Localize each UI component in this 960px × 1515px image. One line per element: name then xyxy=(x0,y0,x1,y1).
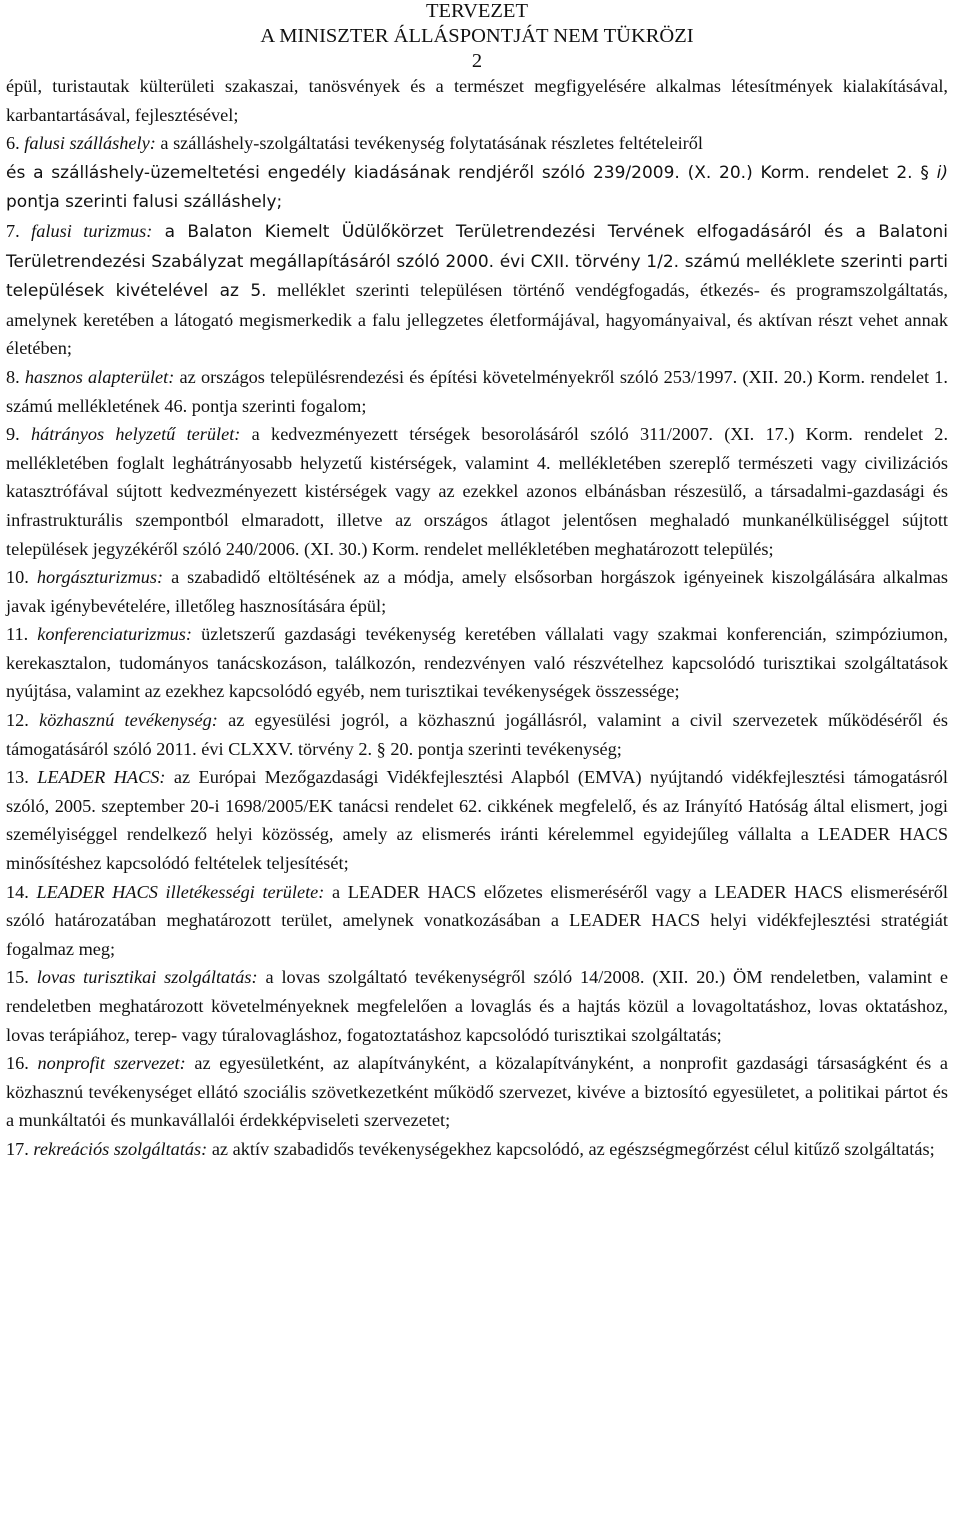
disclaimer-header: A MINISZTER ÁLLÁSPONTJÁT NEM TÜKRÖZI xyxy=(260,25,694,47)
paragraph-text: a lovas szolgáltató tevékenységről szóló 14/2008. (XII. 20.) ÖM rendeletben, valamint e rendeletben meghatározott követelményeknek megfelelően a lovaglás és a hajtás közül a lovagoltatáshoz, lovas oktatáshoz, lovas terápiához, terep- vagy túralovagláshoz, fogatoztatáshoz kapcsolódó turisztikai szolgáltatás; xyxy=(6,967,948,1045)
paragraph-text: a kedvezményezett térségek besorolásáról szóló 311/2007. (XI. 17.) Korm. rendelet 2. mellékletében foglalt leghátrányosabb helyzetű kistérségek, valamint 4. mellékletében szereplő természeti vagy civilizációs katasztrófával sújtott kedvezményezett kistérségek vagy az ezekkel azonos elbánásban részesülő, a társadalmi-gazdasági és infrastrukturális szempontból elmaradott, illetve az országos átlagot jelentősen meghaladó munkanélküliséggel sújtott települések jegyzékéről szóló 240/2006. (XI. 30.) Korm. rendelet mellékletében meghatározott település; xyxy=(6,424,949,559)
defined-term: rekreációs szolgáltatás: xyxy=(33,1138,208,1159)
paragraph-text: épül, turistautak külterületi szakaszai, tanösvények és a természet megfigyelésére alkalmas létesítmények kialakításával, karbantartásával, fejlesztésével; xyxy=(6,76,948,125)
paragraph-text: 8. xyxy=(6,366,25,387)
defined-term: konferenciaturizmus: xyxy=(37,624,192,645)
paragraph-text: és a szálláshely-üzemeltetési engedély kiadásának rendjéről szóló 239/2009. (X. 20.) Korm. rendelet 2. § xyxy=(6,162,937,183)
defined-term: falusi szálláshely: xyxy=(24,133,156,154)
paragraph-text: az egyesületként, az alapítványként, a közalapítványként, a nonprofit gazdasági társaságként és a közhasznú tevékenységet ellátó szociális szövetkezetként működő szervezet, kivéve a biztosító egyesületet, a politikai pártot és a munkáltatói és munkavállalói érdekképviseleti szervezetet; xyxy=(6,1053,949,1131)
paragraph-text: 11. xyxy=(6,624,38,645)
definition-paragraph xyxy=(6,1135,948,1164)
paragraph-text: 9. xyxy=(6,424,31,445)
paragraph-text: az országos településrendezési és építési követelményekről szóló 253/1997. (XII. 20.) Korm. rendelet 1. számú mellékletének 46. pontja szerinti fogalom; xyxy=(6,366,948,416)
defined-term: nonprofit szervezet: xyxy=(37,1053,186,1074)
paragraph-text: 10. xyxy=(6,567,37,588)
definition-paragraph xyxy=(6,878,948,964)
paragraph-text: a LEADER HACS előzetes elismeréséről vagy a LEADER HACS elismeréséről szóló határozatában meghatározott terület, amelynek vonatkozásában a LEADER HACS helyi vidékfejlesztési stratégiát fogalmaz meg; xyxy=(6,881,948,959)
draft-header: TERVEZET xyxy=(426,0,528,22)
defined-term: lovas turisztikai szolgáltatás: xyxy=(36,967,258,988)
paragraph-text: a Balaton Kiemelt Üdülőkörzet Területrendezési Tervének elfogadásáról és a Balatoni Területrendezési Szabályzat megállapításáról szóló 2000. évi CXII. törvény 1/2. xyxy=(6,221,948,272)
defined-term: LEADER HACS: xyxy=(37,767,166,788)
page-number: 2 xyxy=(471,50,483,72)
definition-paragraph xyxy=(6,420,948,563)
defined-term: hátrányos helyzetű terület: xyxy=(31,424,241,445)
paragraph-text: 16. xyxy=(6,1053,38,1074)
defined-term: LEADER HACS illetékességi területe: xyxy=(36,881,325,902)
definition-paragraph xyxy=(6,1049,948,1135)
defined-term: falusi turizmus: xyxy=(31,220,153,241)
paragraph-text: az aktív szabadidős tevékenységekhez kapcsolódó, az egészségmegőrzést célul kitűző szolgáltatás; xyxy=(207,1138,935,1159)
definition-paragraph xyxy=(6,158,948,217)
paragraph-text: melléklet szerinti településen történő vendégfogadás, étkezés- és programszolgáltatás, amelynek keretében a látogató megismerkedik a falu jellegzetes életformájával, hagyományaival, és aktívan részt vehet annak életében; xyxy=(6,280,948,359)
paragraph-text: a szabadidő eltöltésének az a módja, amely elsősorban horgászok igényeinek kiszolgálására alkalmas javak igénybevételére, illetőleg hasznosítására épül; xyxy=(6,567,949,616)
paragraph-text: 7. xyxy=(6,220,32,241)
definition-paragraph xyxy=(6,72,948,129)
defined-term: hasznos alapterület: xyxy=(24,366,175,387)
paragraph-text: 6. xyxy=(6,133,25,154)
defined-term: i) xyxy=(936,162,948,183)
definition-paragraph xyxy=(6,706,948,763)
definition-paragraph xyxy=(6,620,948,706)
paragraph-text: üzletszerű gazdasági tevékenység keretében vállalati vagy szakmai konferencián, szimpóziumon, kerekasztalon, tudományos tanácskozáson, találkozón, rendezvényen való részvételhez kapcsolódó turisztikai szolgáltatások nyújtása, valamint az ezekhez kapcsolódó egyéb, nem turisztikai tevékenységek összessége; xyxy=(6,624,948,702)
definition-paragraph xyxy=(6,217,948,363)
document-body xyxy=(6,72,948,1164)
paragraph-text: 15. xyxy=(6,967,37,988)
paragraph-text: a szálláshely-szolgáltatási tevékenység folytatásának részletes feltételeiről xyxy=(155,133,703,154)
definition-paragraph xyxy=(6,363,948,420)
paragraph-text: számú melléklete szerinti parti települések kivételével az 5. xyxy=(6,251,948,302)
paragraph-text: az egyesülési jogról, a közhasznú jogállásról, valamint a civil szervezetek működéséről és támogatásáról szóló 2011. évi CLXXV. törvény 2. § 20. pontja szerinti tevékenység; xyxy=(6,710,949,759)
defined-term: közhasznú tevékenység: xyxy=(39,710,218,731)
definition-paragraph xyxy=(6,763,948,877)
paragraph-text: az Európai Mezőgazdasági Vidékfejlesztési Alapból (EMVA) nyújtandó vidékfejlesztési támogatásról szóló, 2005. szeptember 20-i 1698/2005/EK tanácsi rendelet 62. cikkének megfelelő, és az Irányító Hatóság által elismert, jogi személyiséggel rendelkező helyi közösség, amely az elismerés iránti kérelemmel egyidejűleg vállalta a LEADER HACS minősítéshez kapcsolódó feltételek teljesítését; xyxy=(6,767,949,874)
definition-paragraph xyxy=(6,963,948,1049)
definition-paragraph xyxy=(6,563,948,620)
paragraph-text: 14. xyxy=(6,881,37,902)
definition-paragraph xyxy=(6,129,948,158)
defined-term: horgászturizmus: xyxy=(36,567,164,588)
paragraph-text: 13. xyxy=(6,767,38,788)
paragraph-text: 17. xyxy=(6,1138,34,1159)
paragraph-text: 12. xyxy=(6,710,40,731)
paragraph-text: pontja szerinti falusi szálláshely; xyxy=(6,192,283,213)
